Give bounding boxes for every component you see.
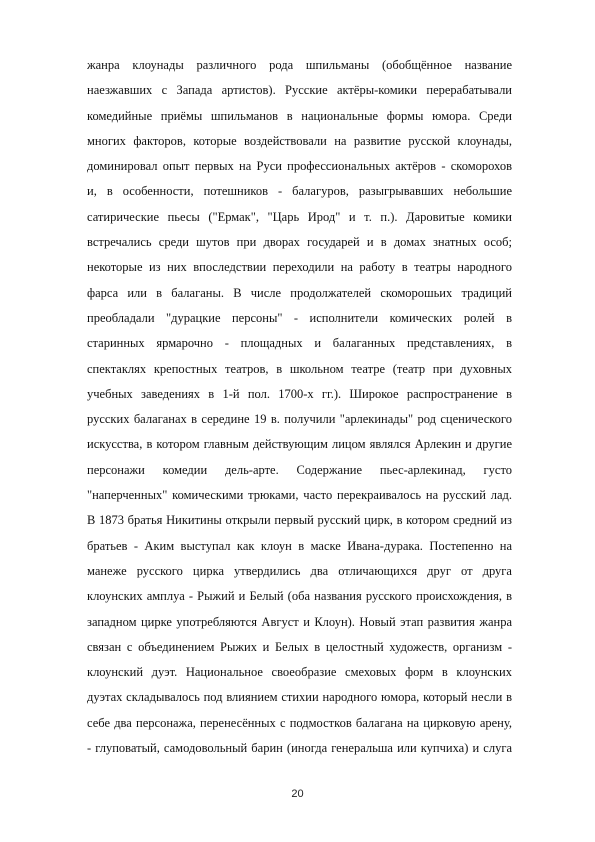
text-line: В 1873 братья Никитины открыли первый русский цирк, в котором средний из [87,513,512,528]
text-line: многих факторов, которые воздействовали на развитие русской клоунады, [87,133,512,148]
text-line: братьев - Аким выступал как клоун в маске Ивана-дурака. Постепенно на [87,538,512,553]
text-line: себе два персонажа, перенесённых с подмостков балагана на цирковую арену, [87,715,512,730]
text-line: "наперченных" комическими трюками, часто перекраивалось на русский лад. [87,488,512,503]
text-line: комедийные приёмы шпильманов в национальные формы юмора. Среди [87,108,512,123]
text-line: преобладали "дурацкие персоны" - исполнители комических ролей в [87,310,512,325]
text-line: спектаклях крепостных театров, в школьном театре (театр при духовных [87,361,512,376]
text-line: фарса или в балаганы. В числе продолжателей скоморошьих традиций [87,285,512,300]
text-line: связан с объединением Рыжих и Белых в целостный художеств, организм - [87,639,512,654]
text-line: учебных заведениях в 1-й пол. 1700-х гг.). Широкое распространение в [87,386,512,401]
text-line: русских балаганах в середине 19 в. получили "арлекинады" род сценического [87,412,512,427]
text-line: западном цирке употребляются Август и Клоун). Новый этап развития жанра [87,614,512,629]
text-line: дуэтах складывалось под влиянием стихии народного юмора, который несли в [87,690,512,705]
text-line: - глуповатый, самодовольный барин (иногда генеральша или купчиха) и слуга [87,741,512,756]
text-line: и, в особенности, потешников - балагуров, разыгрывавших небольшие [87,184,512,199]
text-line: наезжавших с Запада артистов). Русские актёры-комики перерабатывали [87,83,512,98]
text-line: встречались среди шутов при дворах государей и в домах знатных особ; [87,235,512,250]
text-line: жанра клоунады различного рода шпильманы (обобщённое название [87,58,512,72]
text-line: манеже русского цирка утвердились два отличающихся друг от друга [87,563,512,578]
text-line: персонажи комедии дель-арте. Содержание пьес-арлекинад, густо [87,462,512,477]
text-line: некоторые из них впоследствии переходили на работу в театры народного [87,260,512,275]
text-line: клоунский дуэт. Национальное своеобразие смеховых форм в клоунских [87,665,512,680]
body-text [87,53,512,761]
page-number: 20 [291,788,304,800]
text-line: доминировал опыт первых на Руси профессиональных актёров - скоморохов [87,159,512,174]
text-line: сатирические пьесы ("Ермак", "Царь Ирод" и т. п.). Даровитые комики [87,209,512,224]
text-line: старинных ярмарочно - площадных и балаганных представлениях, в [87,336,512,351]
text-line: клоунских амплуа - Рыжий и Белый (оба названия русского происхождения, в [87,589,512,604]
text-line: искусства, в котором главным действующим лицом являлся Арлекин и другие [87,437,512,452]
